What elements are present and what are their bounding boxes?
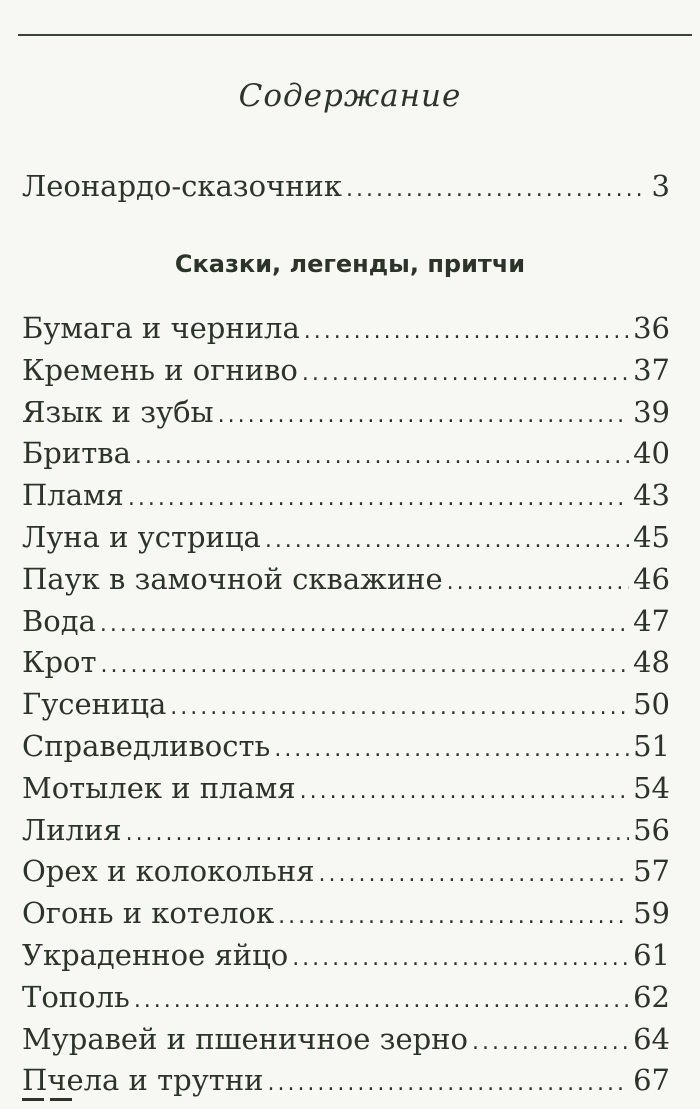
entry-page: 61: [633, 937, 670, 972]
toc-entry: [22, 726, 670, 768]
entry-page: 39: [633, 394, 670, 429]
toc-entry: [22, 893, 670, 935]
entry-title: Справедливость: [22, 728, 271, 763]
dot-leader: [304, 311, 629, 353]
entry-title: Крот: [22, 645, 97, 680]
toc-entry: [22, 642, 670, 684]
entry-title: Тополь: [22, 979, 130, 1014]
entry-title: Лилия: [22, 812, 122, 847]
dot-leader: [278, 896, 629, 938]
dot-leader: [100, 604, 629, 646]
toc-entry: [22, 308, 670, 350]
toc-entry: [22, 392, 670, 434]
entry-title: Бритва: [22, 436, 131, 471]
entry-page: 54: [633, 770, 670, 805]
toc-entry: [22, 559, 670, 601]
entry-title: Леонардо-сказочник: [22, 169, 343, 203]
entry-title: Луна и устрица: [22, 519, 261, 554]
entry-title: Мотылек и пламя: [22, 770, 296, 805]
top-rule: [18, 34, 692, 36]
entry-page: 67: [633, 1063, 670, 1098]
dot-leader: [101, 645, 630, 687]
entry-page: 50: [633, 687, 670, 722]
toc-entry: [22, 601, 670, 643]
toc-entry: [22, 517, 670, 559]
entry-title: Украденное яйцо: [22, 937, 289, 972]
toc-entry: [22, 433, 670, 475]
entry-title: Кремень и огниво: [22, 352, 298, 387]
entry-title: Язык и зубы: [22, 394, 214, 429]
entry-title: Орех и колокольня: [22, 854, 315, 889]
entry-title: Пчела и трутни: [22, 1063, 264, 1098]
dot-leader: [128, 478, 629, 520]
toc-entry-intro: [22, 168, 670, 208]
dot-leader: [274, 729, 629, 771]
cut-off-next-line: [22, 1098, 670, 1109]
entry-title: Бумага и чернила: [22, 311, 300, 345]
toc-entry: [22, 851, 670, 893]
entry-title: Вода: [22, 603, 96, 638]
entry-page: 45: [633, 519, 670, 554]
entry-page: 3: [651, 169, 670, 203]
entry-page: 64: [633, 1021, 670, 1056]
toc-entry: [22, 350, 670, 392]
toc-entry: [22, 1060, 670, 1102]
entry-page: 51: [633, 728, 670, 763]
section-heading: Сказки, легенды, притчи: [174, 250, 526, 278]
page-title: Содержание: [238, 78, 462, 114]
entry-title: Пламя: [22, 478, 124, 513]
dot-leader: [134, 980, 629, 1022]
entry-title: Гусеница: [22, 687, 167, 722]
entry-page: 62: [633, 979, 670, 1014]
entry-page: 36: [633, 311, 670, 345]
dot-leader: [170, 687, 629, 729]
dot-leader: [447, 562, 629, 604]
entry-title: Паук в замочной скважине: [22, 561, 443, 596]
entry-title: Огонь и котелок: [22, 896, 275, 931]
entry-page: 46: [633, 561, 670, 596]
toc-list: [0, 308, 700, 1102]
toc-entry: [22, 810, 670, 852]
entry-page: 40: [633, 436, 670, 471]
toc-entry: [22, 684, 670, 726]
toc-entry: [22, 1019, 670, 1061]
entry-page: 47: [633, 603, 670, 638]
dot-leader: [472, 1022, 629, 1064]
dot-leader: [126, 813, 630, 855]
dot-leader: [302, 353, 629, 395]
toc-entry: [22, 935, 670, 977]
entry-page: 59: [633, 896, 670, 931]
toc-entry: [22, 768, 670, 810]
toc-entry: [22, 977, 670, 1019]
dot-leader: [292, 938, 629, 980]
entry-page: 57: [633, 854, 670, 889]
entry-page: 56: [633, 812, 670, 847]
entry-page: 43: [633, 478, 670, 513]
dot-leader: [218, 395, 629, 437]
toc-entry: [22, 475, 670, 517]
dot-leader: [135, 436, 629, 478]
entry-title: Муравей и пшеничное зерно: [22, 1021, 468, 1056]
entry-page: 48: [633, 645, 670, 680]
dot-leader: [346, 172, 648, 208]
dot-leader: [300, 771, 629, 813]
dot-leader: [265, 520, 629, 562]
entry-page: 37: [633, 352, 670, 387]
dot-leader: [319, 854, 630, 896]
